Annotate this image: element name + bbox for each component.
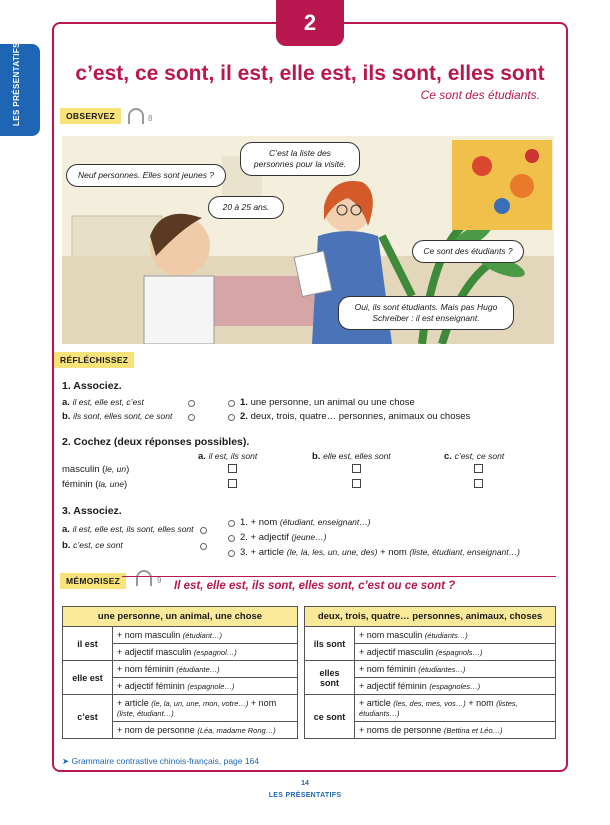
grammar-table-singular (62, 606, 298, 739)
memorisez-tag: MÉMORISEZ (60, 573, 126, 589)
ex1-item-b: b. ils sont, elles sont, ce sont (62, 411, 173, 422)
table-cell: + article (le, la, un, une, mon, votre…) + nom (liste, étudiant…) (113, 695, 298, 722)
table-cell: + nom féminin (étudiantes…) (355, 661, 556, 678)
row-label: il est (63, 627, 113, 661)
speech-bubble-2: Neuf personnes. Elles sont jeunes ? (66, 164, 226, 187)
ex2-column-c: c. c’est, ce sont (444, 451, 505, 462)
table-cell: + nom de personne (Léa, madame Rong…) (113, 722, 298, 739)
table-cell: + adjectif féminin (espagnoles…) (355, 678, 556, 695)
exercise-1-title: 1. Associez. (62, 380, 122, 392)
row-label: elle est (63, 661, 113, 695)
observez-tag: OBSERVEZ (60, 108, 121, 124)
row-label: ils sont (305, 627, 355, 661)
ex3-dot-b[interactable] (200, 543, 207, 550)
reflechissez-tag: RÉFLÉCHISSEZ (54, 352, 134, 368)
page-footer: LES PRÉSENTATIFS (268, 792, 342, 799)
table-cell: + nom masculin (étudiant…) (113, 627, 298, 644)
illustration (62, 136, 554, 344)
side-tab (0, 28, 40, 136)
speech-bubble-1: C’est la liste des personnes pour la visite. (240, 142, 360, 176)
page-subtitle: Ce sont des étudiants. (420, 88, 540, 102)
grammar-table-plural (304, 606, 556, 739)
ex1-dot-b[interactable] (188, 414, 195, 421)
ex2-row-masculin: masculin (le, un) (62, 464, 130, 475)
ex1-answer-2: 2. deux, trois, quatre… personnes, animaux ou choses (240, 411, 471, 422)
table-header: deux, trois, quatre… personnes, animaux, choses (305, 607, 556, 627)
unit-number-tab: 2 (276, 0, 344, 46)
table-cell: + adjectif masculin (espagnol…) (113, 644, 298, 661)
ex1-dot-2[interactable] (228, 414, 235, 421)
table-cell: + noms de personne (Bettina et Léo…) (355, 722, 556, 739)
ex3-item-a: a. il est, elle est, ils sont, elles sont (62, 524, 194, 535)
ex3-dot-2[interactable] (228, 535, 235, 542)
checkbox-fem-a[interactable] (228, 479, 237, 488)
side-tab-label: LES PRÉSENTATIFS (2) (12, 28, 21, 126)
memorisez-rule (122, 576, 556, 577)
exercise-2-title: 2. Cochez (deux réponses possibles). (62, 436, 250, 448)
headphones-icon[interactable] (128, 108, 144, 124)
grammar-reference-link[interactable]: ➤ Grammaire contrastive chinois-français, page 164 (62, 756, 260, 766)
speech-bubble-3: 20 à 25 ans. (208, 196, 284, 219)
ex3-answer-2: 2. + adjectif (jeune…) (240, 532, 327, 543)
headphones-icon[interactable] (136, 570, 152, 586)
checkbox-fem-c[interactable] (474, 479, 483, 488)
ex1-answer-1: 1. une personne, un animal ou une chose (240, 397, 415, 408)
speech-bubble-5: Oui, ils sont étudiants. Mais pas Hugo Schreiber : il est enseignant. (338, 296, 514, 330)
table-header: une personne, un animal, une chose (63, 607, 298, 627)
table-cell: + nom masculin (étudiants…) (355, 627, 556, 644)
ex2-column-a: a. il est, ils sont (198, 451, 258, 462)
checkbox-fem-b[interactable] (352, 479, 361, 488)
row-label: elles sont (305, 661, 355, 695)
ex1-dot-a[interactable] (188, 400, 195, 407)
row-label: ce sont (305, 695, 355, 739)
exercise-3-title: 3. Associez. (62, 505, 122, 517)
ex3-dot-3[interactable] (228, 550, 235, 557)
page-number: 14 (301, 780, 309, 787)
row-label: c’est (63, 695, 113, 739)
checkbox-masc-c[interactable] (474, 464, 483, 473)
ex3-dot-a[interactable] (200, 527, 207, 534)
table-cell: + adjectif féminin (espagnole…) (113, 678, 298, 695)
ex3-answer-1: 1. + nom (étudiant, enseignant…) (240, 517, 371, 528)
checkbox-masc-b[interactable] (352, 464, 361, 473)
checkbox-masc-a[interactable] (228, 464, 237, 473)
speech-bubble-4: Ce sont des étudiants ? (412, 240, 524, 263)
ex1-item-a: a. il est, elle est, c’est (62, 397, 144, 408)
page-title: c’est, ce sont, il est, elle est, ils sont, elles sont (75, 62, 545, 85)
audio-track-number: 9 (157, 576, 162, 585)
ex2-row-feminin: féminin (la, une) (62, 479, 128, 490)
ex3-answer-3: 3. + article (le, la, les, un, une, des) + nom (liste, étudiant, enseignant…) (240, 547, 520, 558)
ex3-dot-1[interactable] (228, 520, 235, 527)
memorisez-title: Il est, elle est, ils sont, elles sont, c’est ou ce sont ? (174, 580, 456, 592)
table-cell: + adjectif masculin (espagnols…) (355, 644, 556, 661)
ex1-dot-1[interactable] (228, 400, 235, 407)
ex3-item-b: b. c’est, ce sont (62, 540, 123, 551)
table-cell: + article (les, des, mes, vos…) + nom (listes, étudiants…) (355, 695, 556, 722)
table-cell: + nom féminin (étudiante…) (113, 661, 298, 678)
audio-track-number: 8 (148, 114, 153, 123)
ex2-column-b: b. elle est, elles sont (312, 451, 391, 462)
